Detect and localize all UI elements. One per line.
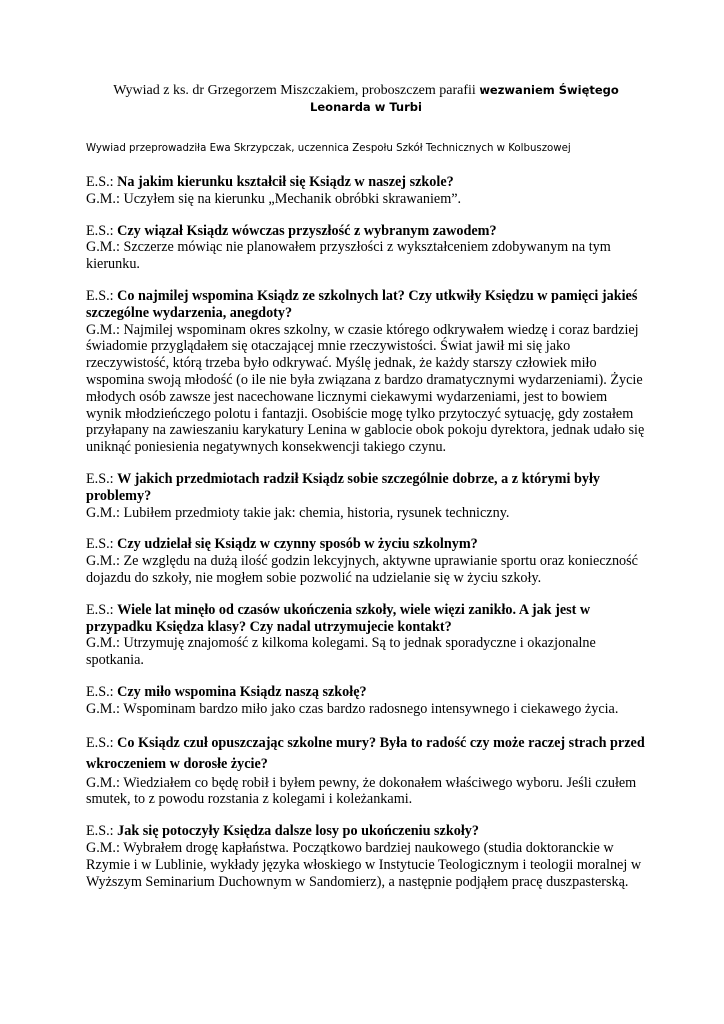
- qa-pair-2: [86, 223, 646, 273]
- question-3: [86, 288, 646, 322]
- answer-4: [86, 505, 646, 522]
- question-prefix: E.S.:: [86, 601, 118, 618]
- question-prefix: E.S.:: [86, 222, 118, 239]
- answer-text: Wiedziałem co będę robił i byłem pewny, że dokonałem właściwego wyboru. Jeśli czułem smutek, to z powodu rozstania z kolegami i koleżankami.: [86, 774, 637, 808]
- answer-text: Uczyłem się na kierunku „Mechanik obróbki skrawaniem”.: [123, 190, 462, 207]
- answer-text: Wspominam bardzo miło jako czas bardzo radosnego intensywnego i ciekawego życia.: [123, 700, 619, 717]
- question-9: [86, 823, 646, 840]
- answer-text: Wybrałem drogę kapłaństwa. Początkowo bardziej naukowego (studia doktoranckie w Rzymie i w Lublinie, wykłady języka włoskiego w Instytucie Teologicznym i teologii moralnej w Wyższym Seminarium Duchownym w Sandomierz), a następnie podjąłem pracę duszpasterską.: [86, 839, 642, 890]
- question-prefix: E.S.:: [86, 174, 118, 190]
- answer-prefix: G.M.:: [86, 635, 124, 652]
- question-prefix: E.S.:: [86, 683, 118, 700]
- question-4: [86, 471, 646, 505]
- question-text: Co najmilej wspomina Ksiądz ze szkolnych lat? Czy utkwiły Księdzu w pamięci jakieś szczególne wydarzenia, anegdoty?: [86, 287, 638, 321]
- question-text: Czy miło wspomina Ksiądz naszą szkołę?: [117, 683, 367, 700]
- question-text: Wiele lat minęło od czasów ukończenia szkoły, wiele więzi zanikło. A jak jest w przypadku Księdza klasy? Czy nadal utrzymujecie kontakt?: [86, 601, 591, 635]
- title-parish-name: wezwaniem Świętego Leonarda w Turbi: [310, 83, 619, 114]
- interviewer-byline: Wywiad przeprowadziła Ewa Skrzypczak, uczennica Zespołu Szkół Technicznych w Kolbuszowej: [86, 143, 571, 154]
- question-prefix: E.S.:: [86, 823, 118, 840]
- qa-pair-6: [86, 602, 646, 669]
- qa-pair-4: [86, 471, 646, 521]
- question-7: [86, 684, 646, 701]
- qa-pair-1: [86, 174, 646, 208]
- answer-text: Ze względu na dużą ilość godzin lekcyjnych, aktywne uprawianie sportu oraz konieczność dojazdu do szkoły, nie mogłem sobie pozwolić na udzielanie się w życiu szkoły.: [86, 553, 638, 586]
- question-6: [86, 602, 646, 636]
- question-2: [86, 223, 646, 240]
- title-prefix: Wywiad z ks. dr Grzegorzem Miszczakiem, proboszczem parafii: [113, 83, 480, 98]
- answer-prefix: G.M.:: [86, 239, 124, 256]
- answer-5: [86, 553, 646, 587]
- answer-1: [86, 191, 646, 208]
- question-prefix: E.S.:: [86, 470, 118, 487]
- answer-prefix: G.M.:: [86, 321, 124, 338]
- qa-pair-9: [86, 823, 646, 890]
- question-text: Jak się potoczyły Księdza dalsze losy po ukończeniu szkoły?: [117, 823, 479, 840]
- answer-9: [86, 840, 646, 890]
- question-5: [86, 536, 646, 553]
- answer-prefix: G.M.:: [86, 700, 124, 717]
- qa-pair-5: [86, 536, 646, 586]
- qa-pair-7: [86, 684, 646, 718]
- answer-7: [86, 701, 646, 718]
- qa-pair-8: [86, 733, 646, 809]
- question-8: [86, 733, 646, 775]
- question-text: Na jakim kierunku kształcił się Ksiądz w naszej szkole?: [117, 174, 454, 190]
- answer-6: [86, 635, 646, 669]
- answer-text: Lubiłem przedmioty takie jak: chemia, historia, rysunek techniczny.: [123, 504, 510, 521]
- answer-prefix: G.M.:: [86, 190, 124, 207]
- question-prefix: E.S.:: [86, 734, 118, 751]
- answer-3: [86, 322, 646, 456]
- document-page: [86, 82, 646, 890]
- answer-text: Najmilej wspominam okres szkolny, w czasie którego odkrywałem wiedzę i coraz bardziej świadomie przyglądałem się otaczającej mnie rzeczywistości. Świat jawił mi się jako rzeczywistość, którą trzeba było odkrywać. Myślę jednak, że każdy starszy człowiek miło wspomina swoją młodość (o ile nie była związana z bardzo dramatycznymi wydarzeniami). Życie młodych osób zawsze jest nacechowane licznymi ciekawymi wydarzeniami, jest to bowiem wynik młodzieńczego polotu i fantazji. Osobiście mogę tylko przytoczyć sytuację, gdy zostałem przyłapany na zawieszaniu karykatury Lenina w gablocie obok pokoju dyrektora, jednak udało się uniknąć poniesienia negatywnych konsekwencji takiego czynu.: [86, 321, 645, 456]
- answer-text: Utrzymuję znajomość z kilkoma kolegami. Są to jednak sporadyczne i okazjonalne spotkania.: [86, 635, 596, 669]
- answer-text: Szczerze mówiąc nie planowałem przyszłości z wykształceniem zdobywanym na tym kierunku.: [86, 239, 611, 273]
- answer-prefix: G.M.:: [86, 774, 124, 791]
- question-text: W jakich przedmiotach radził Ksiądz sobie szczególnie dobrze, a z którymi były problemy?: [86, 470, 600, 504]
- qa-pair-3: [86, 288, 646, 456]
- question-prefix: E.S.:: [86, 536, 118, 553]
- answer-8: [86, 775, 646, 809]
- question-text: Czy udzielał się Ksiądz w czynny sposób w życiu szkolnym?: [117, 536, 478, 553]
- question-text: Co Ksiądz czuł opuszczając szkolne mury? Była to radość czy może raczej strach przed wkroczeniem w dorosłe życie?: [86, 734, 645, 772]
- question-1: [86, 174, 646, 191]
- answer-prefix: G.M.:: [86, 839, 124, 856]
- answer-prefix: G.M.:: [86, 504, 124, 521]
- answer-prefix: G.M.:: [86, 553, 124, 570]
- question-prefix: E.S.:: [86, 287, 118, 304]
- question-text: Czy wiązał Ksiądz wówczas przyszłość z wybranym zawodem?: [117, 222, 497, 239]
- document-title: [86, 82, 646, 116]
- answer-2: [86, 239, 646, 273]
